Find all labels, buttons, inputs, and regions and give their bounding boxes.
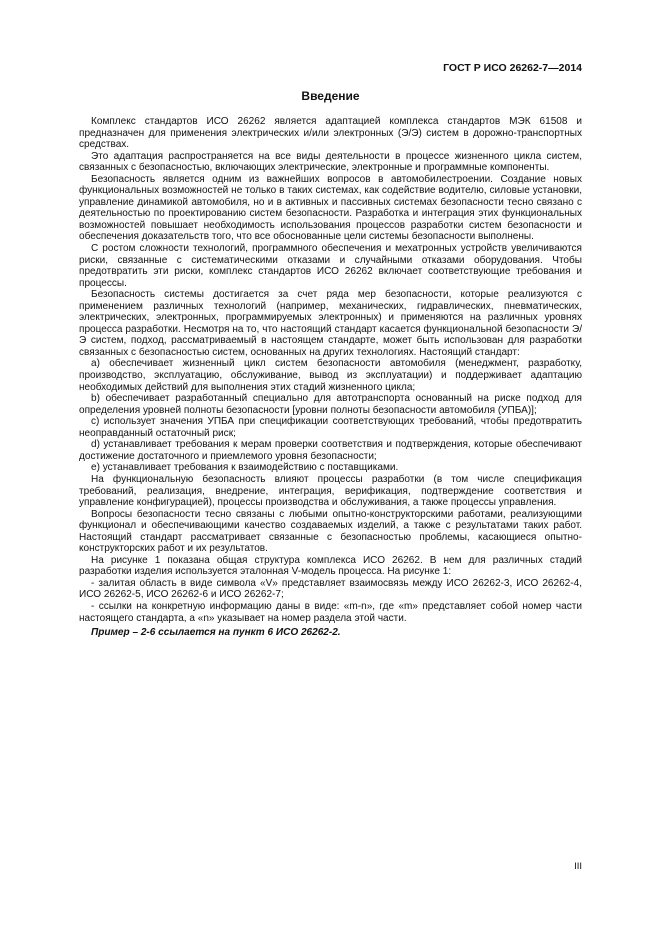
list-item: e) устанавливает требования к взаимодействию с поставщиками.	[91, 462, 399, 474]
list-item: - ссылки на конкретную информацию даны в виде: «m-n», где «m» представляет собой номер части настоящего стандарта, а «n» указывает на номер раздела этой части.	[79, 600, 582, 624]
paragraph: Безопасность системы достигается за счет ряда мер безопасности, которые реализуются с применением различных технологий (например, механических, гидравлических, пневматических, электрических, электронных, программируемых электронных) и применяются на различных уровнях процесса разработки. Несмотря на то, что настоящий стандарт касается функциональной безопасности Э/Э систем, подход, рассматриваемый в настоящем стандарте, может быть использован для разработки связанных с безопасностью систем, основанных на других технологиях. Настоящий стандарт:	[79, 289, 582, 358]
paragraph: На рисунке 1 показана общая структура комплекса ИСО 26262. В нем для различных стадий разработки изделия используется эталонная V-модель процесса. На рисунке 1:	[79, 554, 582, 578]
document-code: ГОСТ Р ИСО 26262-7—2014	[443, 62, 582, 74]
paragraph: Комплекс стандартов ИСО 26262 является адаптацией комплекса стандартов МЭК 61508 и предназначен для применения электрических и/или электронных (Э/Э) систем в дорожно-транспортных средствах.	[79, 116, 582, 151]
paragraph: С ростом сложности технологий, программного обеспечения и мехатронных устройств увеличиваются риски, связанные с систематическими отказами и случайными отказами оборудования. Чтобы предотвратить эти риски, комплекс стандартов ИСО 26262 включает соответствующие требования и процессы.	[79, 243, 582, 289]
list-item: b) обеспечивает разработанный специально для автотранспорта основанный на риске подход для определения уровней полноты безопасности [уровни полноты безопасности автомобиля (УПБА)];	[79, 393, 582, 416]
list-item: - залитая область в виде символа «V» представляет взаимосвязь между ИСО 26262-3, ИСО 26262-4, ИСО 26262-5, ИСО 26262-6 и ИСО 26262-7;	[79, 577, 582, 601]
page-number: III	[574, 861, 582, 872]
section-body	[79, 116, 582, 639]
paragraph: На функциональную безопасность влияют процессы разработки (в том числе спецификация требований, реализация, внедрение, интеграция, верификация, подтверждение соответствия и управление конфигурацией), процессы производства и обслуживания, а также процессы управления.	[79, 473, 582, 509]
section-title: Введение	[301, 89, 360, 103]
paragraph: Это адаптация распространяется на все виды деятельности в процессе жизненного цикла систем, связанных с безопасностью, включающих электрические, электронные и программные компоненты.	[79, 150, 582, 174]
list-item: c) использует значения УПБА при спецификации соответствующих требований, чтобы предотвратить неоправданный остаточный риск;	[79, 416, 582, 439]
example-note: Пример – 2-6 ссылается на пункт 6 ИСО 26262-2.	[91, 627, 341, 639]
paragraph: Безопасность является одним из важнейших вопросов в автомобилестроении. Создание новых функциональных возможностей не только в таких системах, как содействие водителю, силовые установки, управление динамикой автомобиля, но и в активных и пассивных системах безопасности тесно связано с деятельностью по проектированию систем безопасности. Разработка и интеграция этих функциональных возможностей повышает необходимость использования процессов разработки систем безопасности и обеспечения доказательств того, что все обоснованные цели системы безопасности выполнены.	[79, 173, 582, 243]
paragraph: Вопросы безопасности тесно связаны с любыми опытно-конструкторскими работами, реализующими функционал и обеспечивающими качество создаваемых изделий, а также с результатами таких работ. Настоящий стандарт рассматривает связанные с безопасностью проблемы, касающиеся опытно-конструкторских работ и их результатов.	[79, 508, 582, 555]
list-item: a) обеспечивает жизненный цикл систем безопасности автомобиля (менеджмент, разработку, производство, эксплуатацию, обслуживание, вывод из эксплуатации) и поддерживает адаптацию необходимых действий для выполнения этих стадий жизненного цикла;	[79, 358, 582, 393]
list-item: d) устанавливает требования к мерам проверки соответствия и подтверждения, которые обеспечивают достижение достаточного и приемлемого уровня безопасности;	[79, 439, 582, 462]
